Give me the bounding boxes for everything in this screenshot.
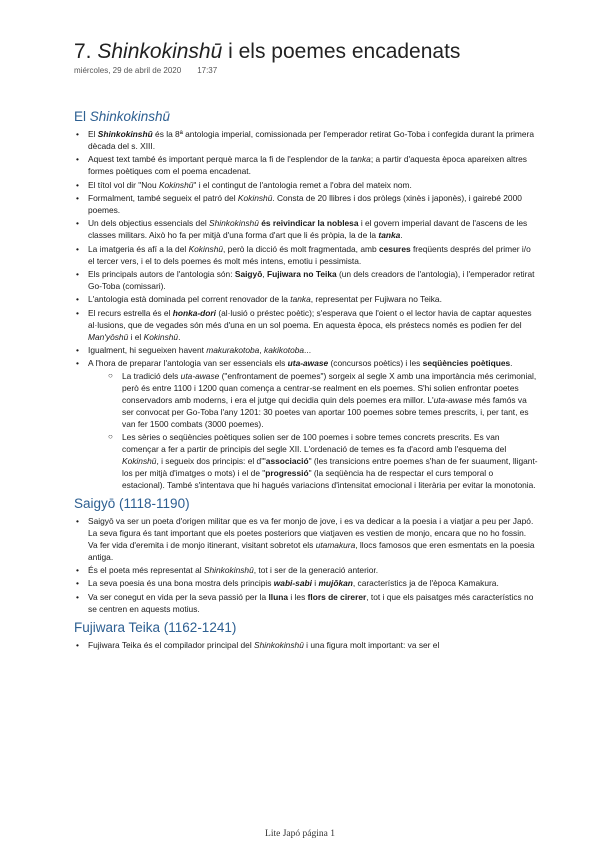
- text-run: uta-awase: [180, 371, 220, 382]
- text-run: Kokinshū: [188, 243, 224, 254]
- text-run: flors de cirerer: [307, 591, 367, 602]
- text-run: i el: [128, 331, 144, 342]
- section-heading-saigyo: Saigyō (1118-1190): [74, 495, 190, 511]
- text-run: Man'yōshū: [88, 331, 129, 342]
- text-run: utamakura: [315, 539, 356, 550]
- title-italic: Shinkokinshū: [97, 40, 223, 63]
- text-run: A l'hora de preparar l'antologia van ser essencials els: [88, 358, 288, 369]
- text-run: Kokinshū: [158, 179, 194, 190]
- text-run: ...: [304, 344, 312, 355]
- text-run: La tradició dels: [122, 371, 181, 382]
- text-run: cesures: [378, 243, 411, 254]
- text-run: mujōkan: [318, 578, 353, 589]
- text-run: i el govern imperial davant de l'ascens de les classes militars. Això ho fa per mitjà d'una forma d'art que li és pròpia, la de la: [88, 218, 528, 241]
- text-run: El: [88, 129, 98, 139]
- sub-bullet-list: [88, 371, 538, 492]
- text-run: tanka: [350, 154, 371, 165]
- list-item: [74, 294, 538, 306]
- text-run: Shinkokinshū: [97, 129, 153, 139]
- note-metadata: [74, 66, 217, 75]
- text-run: , i segueix dos principis: el d'": [156, 456, 266, 467]
- bullet-list-shinkokinshu: [74, 129, 538, 492]
- text-run: , llocs famosos que eren esmentats en la poesia antiga.: [88, 539, 535, 562]
- text-run: El recurs estrella és el: [88, 307, 173, 318]
- text-run: Aquest text també és important perquè marca la fi de l'esplendor de la: [88, 154, 351, 165]
- page-footer: Lite Japó página 1: [265, 829, 335, 839]
- text-run: (concursos poètics) i les: [328, 358, 423, 369]
- text-run: ,: [259, 344, 264, 355]
- list-item: [74, 154, 538, 178]
- text-run: Kokinshū: [237, 193, 273, 204]
- text-run: Kokinshū: [143, 331, 179, 342]
- text-run: Kokinshū: [122, 456, 157, 467]
- text-run: .: [178, 331, 181, 342]
- note-time: 17:37: [197, 66, 218, 75]
- text-run: És el poeta més representat al: [88, 564, 204, 575]
- list-item: [74, 516, 538, 564]
- text-run: uta-awase: [287, 358, 329, 369]
- text-run: wabi-sabi: [273, 578, 312, 589]
- text-run: La seva poesia és una bona mostra dels principis: [88, 578, 274, 589]
- text-run: freqüents després del primer i/o el tercer vers, i el to dels poemes és molt més intens, emotiu i pessimista.: [88, 243, 531, 266]
- text-run: Igualment, hi segueixen havent: [88, 344, 207, 355]
- text-run: Saigyō: [234, 268, 263, 279]
- text-run: " (les transicions entre poemes s'han de fer suaument, lligant-los per mitjà d'imatges o mots) i el de ": [122, 456, 538, 478]
- text-run: . Consta de 20 llibres i dos pròlegs (xinès i japonès), i gairebé 2000 poemes.: [88, 193, 522, 215]
- note-date: miércoles, 29 de abril de 2020: [74, 66, 182, 75]
- list-item: [74, 180, 538, 192]
- text-run: , tot i que els paisatges més característics no se centren en aquests motius.: [88, 591, 534, 614]
- list-item: [74, 308, 538, 344]
- text-run: (al·lusió o préstec poètic); s'esperava que l'oient o el lector havia de captar aquestes al·lusions, que de vegades són més d'una en un sol poema. En aquesta època, els préstecs només es podien fer del: [88, 307, 532, 330]
- section-heading-prefix: El: [74, 109, 90, 124]
- text-run: " (la seqüència ha de respectar el curs temporal o estacional). També s'intentava que hi hagués variacions d'intensitat emocional i literària per evitar la monotonia.: [122, 467, 536, 490]
- text-run: .: [510, 358, 513, 369]
- text-run: progressió: [265, 467, 309, 478]
- text-run: seqüències poètiques: [422, 358, 511, 369]
- list-item: [74, 129, 538, 153]
- sub-list-item: [88, 432, 538, 492]
- list-item: [74, 592, 538, 616]
- text-run: i les: [288, 591, 308, 602]
- text-run: , representat per Fujiwara no Teika.: [310, 294, 442, 305]
- text-run: El títol vol dir "Nou: [88, 179, 159, 190]
- text-run: associació: [265, 456, 309, 467]
- section-heading-italic: Shinkokinshū: [89, 109, 171, 124]
- text-run: Saigyō va ser un poeta d'origen militar que es va fer monjo de jove, i es va dedicar a la poesia i a viatjar a peu per Japó. La seva figura és tant important que els poetes posteriors que viatjaven es vestien de monjo, encara que no ho fossin. Va fer vida d'eremita i de monjo itinerant, visitant sobretot els: [88, 515, 534, 550]
- text-run: , però la dicció és molt fragmentada, amb: [223, 243, 379, 254]
- section-heading-teika: Fujiwara Teika (1162-1241): [74, 619, 237, 635]
- text-run: L'antologia està dominada pel corrent renovador de la: [88, 294, 291, 305]
- list-item: [74, 358, 538, 491]
- text-run: Formalment, també segueix el patró del: [88, 193, 238, 204]
- list-item: [74, 218, 538, 242]
- text-run: Un dels objectius essencials del: [88, 218, 210, 229]
- list-item: [74, 578, 538, 590]
- text-run: .: [400, 230, 403, 241]
- title-rest: i els poemes encadenats: [222, 40, 461, 63]
- text-run: ("enfrontament de poemes") sorgeix al segle X amb una importància més cerimonial, però és entre 1100 i 1200 quan comença a centrar-se realment en els poemes. S'hi solien enfrontar poetes conservadors amb moderns, i era el jutge qui decidia quin dels poemes era millor. L': [122, 371, 537, 406]
- list-item: [74, 640, 538, 652]
- text-run: , característics ja de l'època Kamakura.: [352, 578, 499, 589]
- text-run: Fujiwara no Teika: [266, 268, 337, 279]
- text-run: i una figura molt important: va ser el: [303, 639, 440, 650]
- text-run: ; a partir d'aquesta època apareixen altres formes poètiques com el poema encadenat.: [88, 154, 527, 177]
- bullet-list-saigyo: [74, 516, 538, 616]
- text-run: ,: [262, 268, 267, 279]
- text-run: tanka: [290, 294, 311, 305]
- text-run: és reivindicar la noblesa: [258, 218, 359, 229]
- section-heading-shinkokinshu: [74, 109, 538, 125]
- text-run: uta-awase: [433, 395, 473, 406]
- title-number: 7.: [74, 40, 98, 63]
- note-content: [74, 105, 538, 653]
- text-run: , tot i ser de la generació anterior.: [253, 564, 379, 575]
- text-run: honka-dori: [172, 307, 216, 318]
- text-run: Shinkokinshū: [203, 564, 254, 575]
- text-run: Shinkokinshū: [209, 218, 259, 229]
- sub-list-item: [88, 371, 538, 431]
- text-run: tanka: [378, 230, 401, 241]
- text-run: La imatgeria és afí a la del: [88, 243, 189, 254]
- bullet-list-teika: [74, 640, 538, 652]
- text-run: Shinkokinshū: [254, 639, 304, 650]
- text-run: Les sèries o seqüències poètiques solien ser de 100 poemes i sobre temes concrets prescrits. Es van començar a fer a partir de principis del segle XII. L'ordenació de temes es fa d'acord amb l'esquema del: [122, 432, 507, 455]
- page-title: [74, 40, 460, 64]
- text-run: kakikotoba: [264, 344, 305, 355]
- text-run: lluna: [268, 591, 289, 602]
- text-run: Fujiwara Teika és el compilador principal del: [88, 639, 255, 650]
- text-run: i: [311, 578, 319, 589]
- text-run: " i el contingut de l'antologia remet a l'obra del mateix nom.: [193, 179, 412, 190]
- list-item: [74, 345, 538, 357]
- list-item: [74, 244, 538, 268]
- list-item: [74, 193, 538, 217]
- text-run: Els principals autors de l'antologia són:: [88, 268, 235, 279]
- list-item: [74, 269, 538, 293]
- text-run: makurakotoba: [206, 344, 260, 355]
- text-run: més famós va ser convocat per Go-Toba l'any 1201: 30 poetes van aportar 100 poemes sobre temes prescrits, i, per tant, es van fer 1500 combats (3000 poemes).: [122, 395, 529, 429]
- text-run: és la 8ª antologia imperial, comissionada per l'emperador retirat Go-Toba i confegida durant la primera dècada del s. XIII.: [88, 129, 535, 151]
- text-run: (un dels creadors de l'antologia), i l'emperador retirat Go-Toba (comissari).: [88, 268, 535, 291]
- text-run: Va ser conegut en vida per la seva passió per la: [88, 591, 269, 602]
- list-item: [74, 565, 538, 577]
